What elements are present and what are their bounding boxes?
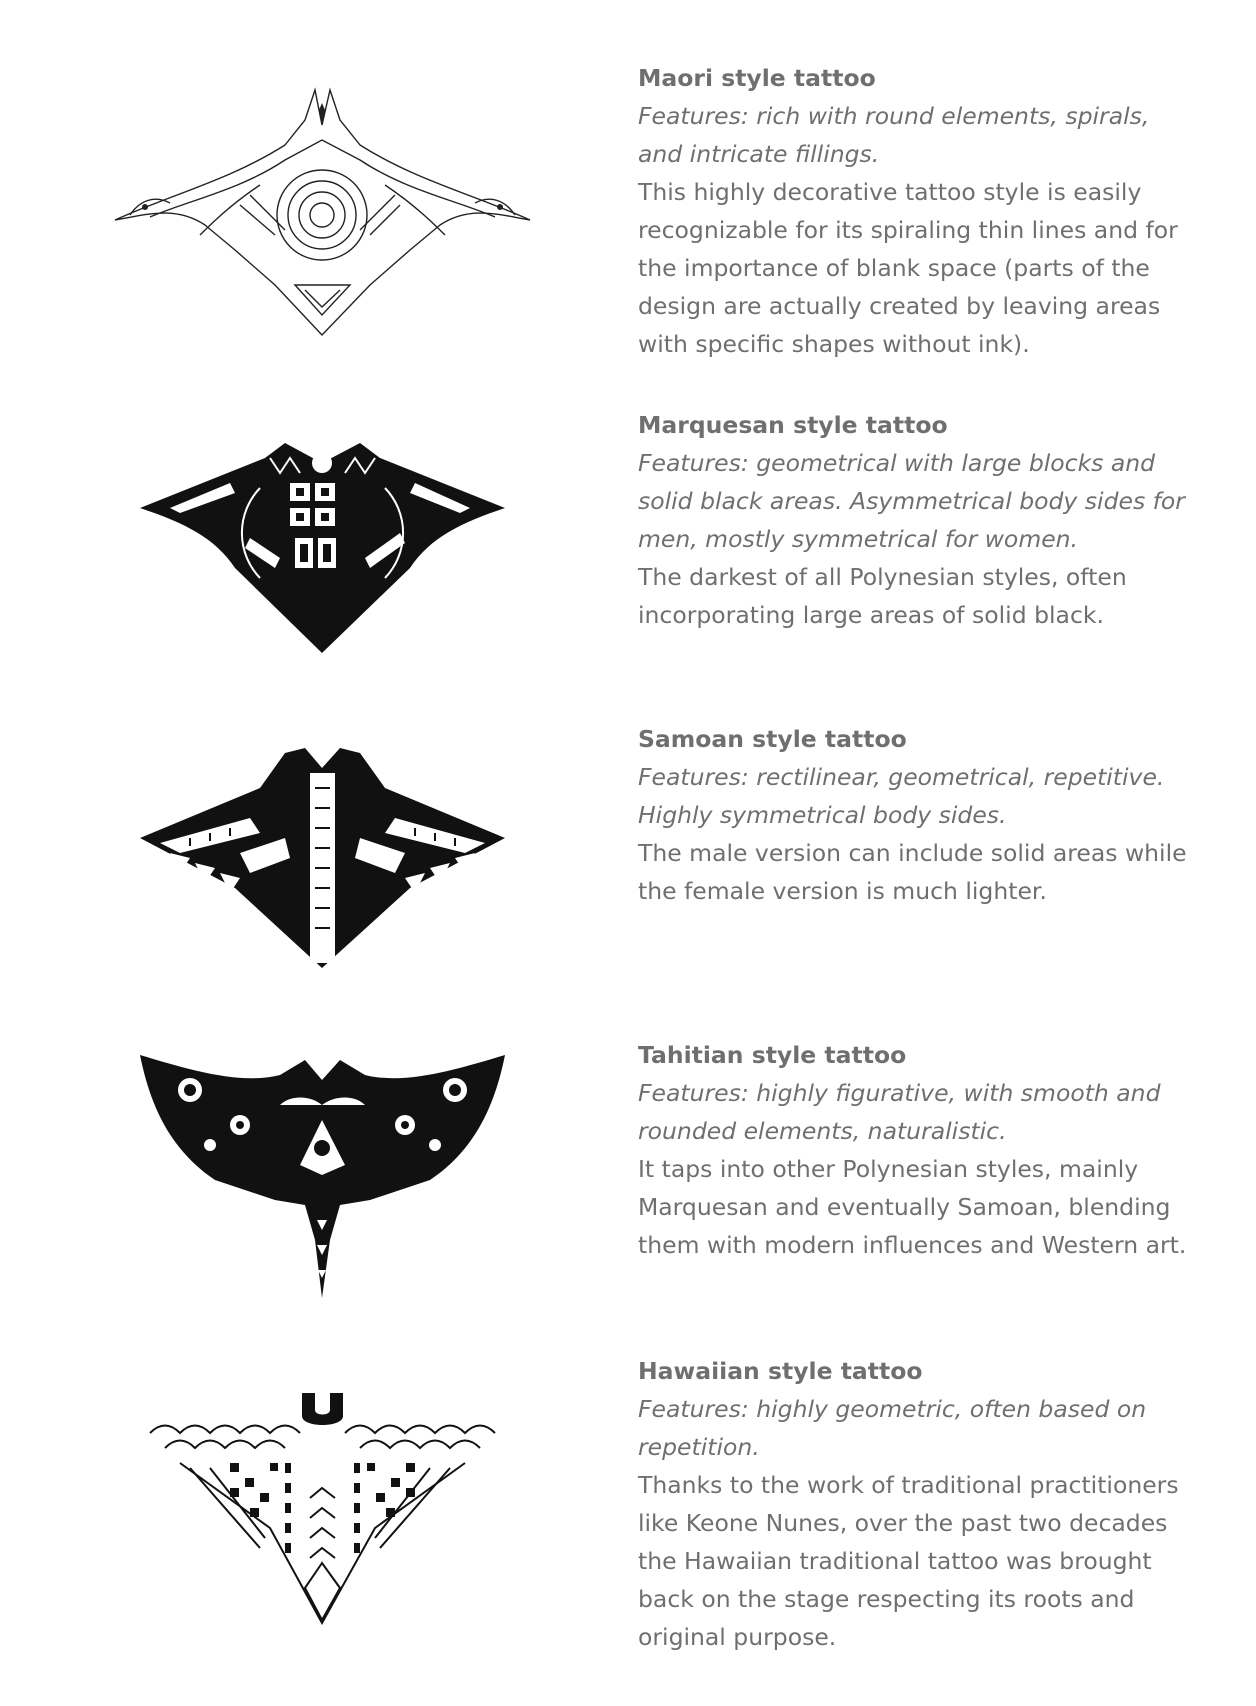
marquesan-manta-ray-illustration bbox=[110, 428, 535, 658]
samoan-features: Features: rectilinear, geometrical, repetitive. Highly symmetrical body sides. bbox=[638, 763, 1165, 829]
marquesan-title: Marquesan style tattoo bbox=[638, 411, 948, 439]
tahitian-description: It taps into other Polynesian styles, mainly Marquesan and eventually Samoan, blending them with modern influences and Western art. bbox=[638, 1155, 1187, 1259]
marquesan-text-block bbox=[638, 406, 1198, 634]
samoan-manta-ray-illustration bbox=[110, 738, 535, 970]
tahitian-title: Tahitian style tattoo bbox=[638, 1041, 907, 1069]
marquesan-features: Features: geometrical with large blocks and solid black areas. Asymmetrical body sides for men, mostly symmetrical for women. bbox=[638, 449, 1185, 553]
maori-title: Maori style tattoo bbox=[638, 64, 876, 92]
samoan-title: Samoan style tattoo bbox=[638, 725, 907, 753]
maori-manta-ray-illustration bbox=[110, 85, 535, 340]
tahitian-features: Features: highly figurative, with smooth and rounded elements, naturalistic. bbox=[638, 1079, 1161, 1145]
hawaiian-features: Features: highly geometric, often based on repetition. bbox=[638, 1395, 1147, 1461]
maori-description: This highly decorative tattoo style is easily recognizable for its spiraling thin lines and for the importance of blank space (parts of the design are actually created by leaving areas with specific shapes without ink). bbox=[638, 178, 1178, 358]
maori-text-block bbox=[638, 59, 1198, 363]
samoan-description: The male version can include solid areas while the female version is much lighter. bbox=[638, 839, 1187, 905]
tahitian-text-block bbox=[638, 1036, 1198, 1264]
maori-features: Features: rich with round elements, spirals, and intricate fillings. bbox=[638, 102, 1150, 168]
tahitian-stingray-illustration bbox=[110, 1050, 535, 1300]
hawaiian-manta-ray-illustration bbox=[110, 1388, 535, 1625]
hawaiian-description: Thanks to the work of traditional practitioners like Keone Nunes, over the past two decades the Hawaiian traditional tattoo was brought back on the stage respecting its roots and original purpose. bbox=[638, 1471, 1179, 1651]
hawaiian-title: Hawaiian style tattoo bbox=[638, 1357, 923, 1385]
samoan-text-block bbox=[638, 720, 1198, 910]
marquesan-description: The darkest of all Polynesian styles, often incorporating large areas of solid black. bbox=[638, 563, 1127, 629]
hawaiian-text-block bbox=[638, 1352, 1198, 1656]
